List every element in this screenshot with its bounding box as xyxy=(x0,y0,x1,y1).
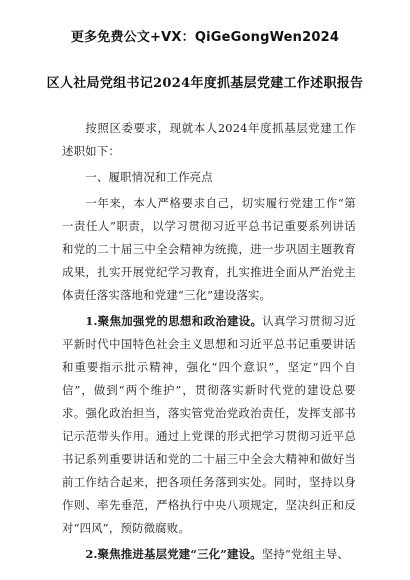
paragraph-lead: 2.聚焦推进基层党建“三化”建设。 xyxy=(85,547,262,561)
document-title: 区人社局党组书记2024年度抓基层党建工作述职报告 xyxy=(46,76,364,91)
section-heading: 一、履职情况和工作亮点 xyxy=(85,170,213,184)
paragraph-overview: 一年来，本人严格要求自己，切实履行党建工作“第一责任人”职责，以学习贯彻习近平总书记重要系列讲话和党的二十届三中全会精神为统揽，进一步巩固主题教育成果，扎实开展党纪学习教育，扎实推进全面从严治党主体责任落实落地和党建“三化”建设落实。 xyxy=(62,196,356,302)
paragraph-grassroots xyxy=(62,543,356,566)
document-body xyxy=(62,117,356,569)
paragraph-ideology xyxy=(62,310,356,540)
paragraph-text: 认真学习贯彻习近平新时代中国特色社会主义思想和习近平总书记重要讲话和重要指示批示精神，强化“四个意识”，坚定“四个自信”，做到“两个维护”，贯彻落实新时代党的建设总要求。强化政治担当，落实管党治党政治责任，发挥支部书记示范带头作用。通过上党课的形式把学习贯彻习近平总书记系列重要讲话和党的二十届三中全会大精神和做好当前工作结合起来，把各项任务落到实处。同时，坚持以身作则、率先垂范，严格执行中央八项规定，坚决纠正和反对“四风”，预防微腐败。 xyxy=(62,314,356,535)
paragraph-text: 坚持“党组主导、 xyxy=(261,547,350,561)
paragraph-lead: 1.聚焦加强党的思想和政治建设。 xyxy=(85,314,263,328)
intro-paragraph: 按照区委要求，现就本人2024年度抓基层党建工作述职如下： xyxy=(62,121,356,158)
watermark-header: 更多免费公文+VX：QiGeGongWen2024 xyxy=(70,30,340,45)
